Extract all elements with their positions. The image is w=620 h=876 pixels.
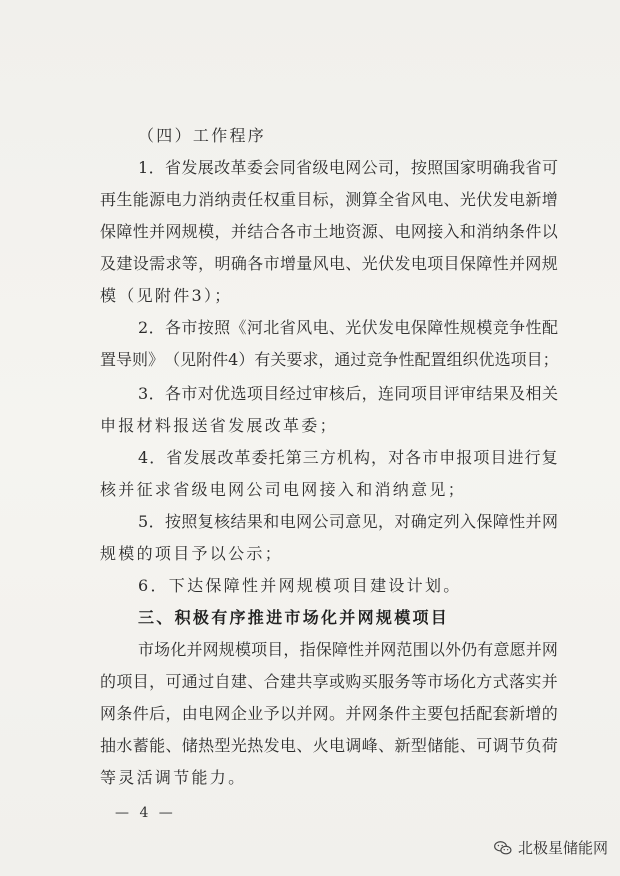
page-number: — 4 — xyxy=(115,805,176,821)
subheading-work-procedure: （四）工作程序 xyxy=(138,126,267,145)
item4-line1: 4 ． 省 发 展 改 革 委 托 第 三 方 机 构 ， 对 各 市 申 报 项 目 进 行 复 xyxy=(138,448,558,467)
item1-line3: 保 障 性 并 网 规 模 ， 并 结 合 各 市 土 地 资 源 、 电 网 接 入 和 消 纳 条 件 以 xyxy=(100,222,558,241)
item2-line2: 置 导 则 》 （ 见 附 件 4 ） 有 关 要 求 ， 通 过 竞 争 性 配 置 组 织 优 选 项 目 ； xyxy=(100,350,559,369)
wechat-icon xyxy=(493,838,513,858)
item3-line1: 3 ． 各 市 对 优 选 项 目 经 过 审 核 后 ， 连 同 项 目 评 审 结 果 及 相 关 xyxy=(138,384,558,403)
item1-line5: 模（见附件3）； xyxy=(100,286,233,305)
section3-para-line3: 网 条 件 后 ， 由 电 网 企 业 予 以 并 网 。 并 网 条 件 主 要 包 括 配 套 新 增 的 xyxy=(100,704,558,723)
source-watermark xyxy=(493,837,608,858)
item2-line1: 2 ． 各 市 按 照 《 河 北 省 风 电 、 光 伏 发 电 保 障 性 规 模 竞 争 性 配 xyxy=(138,318,558,337)
item4-line2: 核并征求省级电网公司电网接入和消纳意见； xyxy=(100,480,467,499)
section3-para-line1: 市 场 化 并 网 规 模 项 目 ， 指 保 障 性 并 网 范 围 以 外 仍 有 意 愿 并 网 xyxy=(138,640,558,659)
watermark-text: 北极星储能网 xyxy=(517,839,608,857)
item1-line1: 1 ． 省 发 展 改 革 委 会 同 省 级 电 网 公 司 ， 按 照 国 家 明 确 我 省 可 xyxy=(138,158,558,177)
item1-line4: 及 建 设 需 求 等 ， 明 确 各 市 增 量 风 电 、 光 伏 发 电 项 目 保 障 性 并 网 规 xyxy=(100,254,558,273)
section3-para-line5: 等灵活调节能力。 xyxy=(100,768,247,787)
item3-line2: 申报材料报送省发展改革委； xyxy=(100,416,338,435)
item1-line2: 再 生 能 源 电 力 消 纳 责 任 权 重 目 标 ， 测 算 全 省 风 电 、 光 伏 发 电 新 增 xyxy=(100,190,558,209)
item6: 6．下达保障性并网规模项目建设计划。 xyxy=(138,576,462,595)
section3-para-line4: 抽 水 蓄 能 、 储 热 型 光 热 发 电 、 火 电 调 峰 、 新 型 储 能 、 可 调 节 负 荷 xyxy=(100,736,558,755)
section3-heading: 三、积极有序推进市场化并网规模项目 xyxy=(138,608,450,627)
item5-line1: 5 ． 按 照 复 核 结 果 和 电 网 公 司 意 见 ， 对 确 定 列 入 保 障 性 并 网 xyxy=(138,512,558,531)
item5-line2: 规模的项目予以公示； xyxy=(100,544,284,563)
section3-para-line2: 的 项 目 ， 可 通 过 自 建 、 合 建 共 享 或 购 买 服 务 等 市 场 化 方 式 落 实 并 xyxy=(100,672,558,691)
